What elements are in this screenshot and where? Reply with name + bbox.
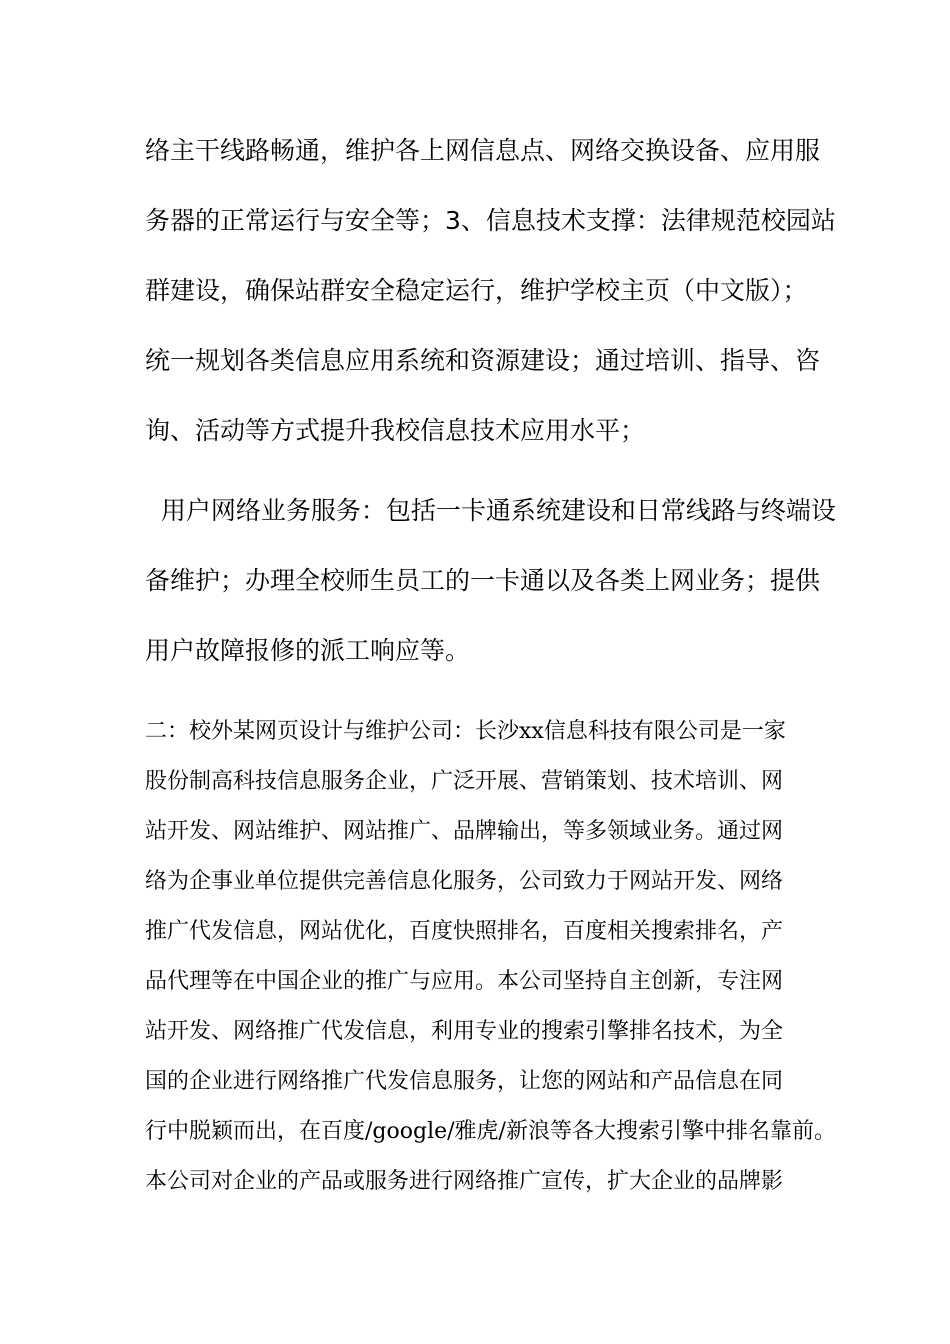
paragraph-line: 询、活动等方式提升我校信息技术应用水平；	[145, 416, 646, 445]
paragraph-line: 用户故障报修的派工响应等。	[145, 636, 471, 665]
paragraph-line: 行中脱颖而出，在百度/google/雅虎/新浪等各大搜索引擎中排名靠前。	[145, 1119, 836, 1144]
paragraph-line: 统一规划各类信息应用系统和资源建设；通过培训、指导、咨	[145, 346, 821, 375]
paragraph-line: 备维护；办理全校师生员工的一卡通以及各类上网业务；提供	[145, 566, 821, 595]
paragraph-line: 二：校外某网页设计与维护公司：长沙xx信息科技有限公司是一家	[145, 719, 786, 744]
paragraph-line: 务器的正常运行与安全等；3、信息技术支撑：法律规范校园站	[145, 206, 836, 235]
paragraph-line: 络为企事业单位提供完善信息化服务，公司致力于网站开发、网络	[145, 869, 784, 894]
paragraph-line: 络主干线路畅通，维护各上网信息点、网络交换设备、应用服	[145, 136, 821, 165]
paragraph-line: 站开发、网络推广代发信息，利用专业的搜索引擎排名技术，为全	[145, 1019, 784, 1044]
paragraph-line: 群建设，确保站群安全稳定运行，维护学校主页（中文版）；	[145, 276, 808, 305]
paragraph-line: 站开发、网站维护、网站推广、品牌输出，等多领域业务。通过网	[145, 819, 784, 844]
paragraph-line: 国的企业进行网络推广代发信息服务，让您的网站和产品信息在同	[145, 1069, 784, 1094]
paragraph-line: 股份制高科技信息服务企业，广泛开展、营销策划、技术培训、网	[145, 769, 784, 794]
paragraph-line: 推广代发信息，网站优化，百度快照排名，百度相关搜索排名，产	[145, 919, 784, 944]
paragraph-line: 品代理等在中国企业的推广与应用。本公司坚持自主创新，专注网	[145, 969, 784, 994]
paragraph-line: 用户网络业务服务：包括一卡通系统建设和日常线路与终端设	[145, 496, 836, 525]
paragraph-line: 本公司对企业的产品或服务进行网络推广宣传，扩大企业的品牌影	[145, 1169, 784, 1194]
